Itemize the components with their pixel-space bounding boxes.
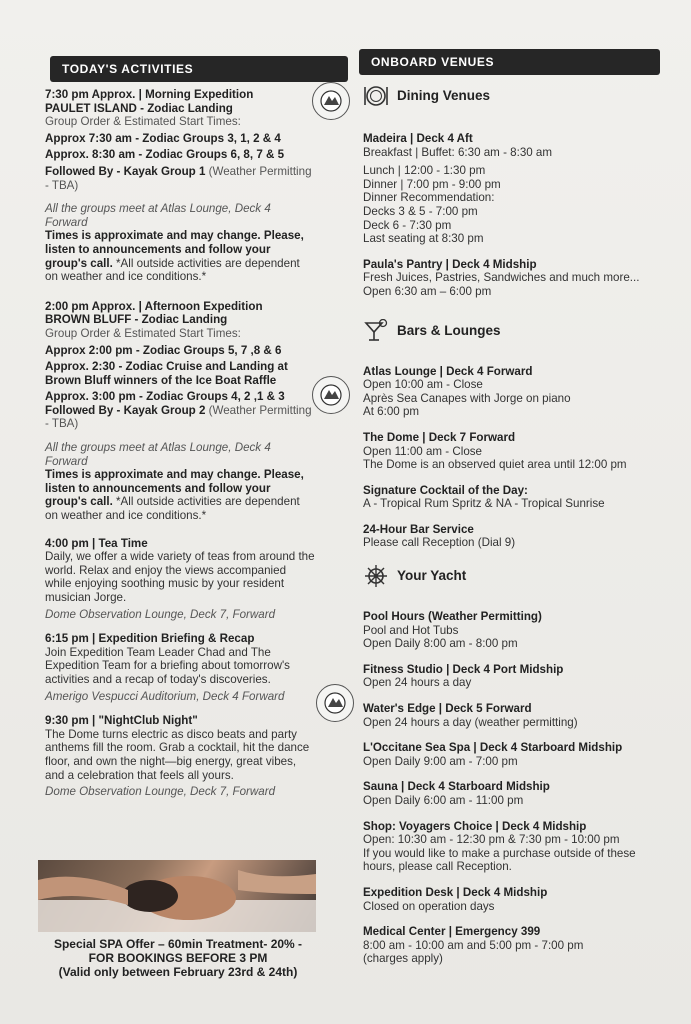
venues-column — [363, 84, 668, 978]
venue-pool — [363, 610, 668, 651]
venue-hours: 8:00 am - 10:00 am and 5:00 pm - 7:00 pm — [363, 938, 584, 952]
venue-title: Fitness Studio | Deck 4 Port Midship — [363, 662, 564, 676]
venue-expedition-desk — [363, 886, 668, 913]
spa-offer-line: (Valid only between February 23rd & 24th) — [58, 965, 298, 979]
venue-title: Water's Edge | Deck 5 Forward — [363, 702, 532, 716]
venue-title: Shop: Voyagers Choice | Deck 4 Midship — [363, 819, 587, 833]
event-location: Amerigo Vespucci Auditorium, Deck 4 Forward — [45, 689, 285, 703]
group-line: Approx. 3:00 pm - Zodiac Groups 4, 2 ,1 & 3 — [45, 390, 285, 404]
venue-title: Signature Cocktail of the Day: — [363, 483, 528, 497]
afternoon-expedition — [45, 300, 315, 523]
group-line: Approx. 2:30 - Zodiac Cruise and Landing at Brown Bluff winners of the Ice Boat Raffle — [45, 360, 288, 387]
spa-treatment-photo — [38, 860, 316, 932]
weather-note: (Weather Permitting - TBA) — [45, 164, 312, 192]
venue-description: Après Sea Canapes with Jorge on piano — [363, 391, 571, 405]
venue-description: Fresh Juices, Pastries, Sandwiches and much more... — [363, 271, 640, 285]
kayak-group: Followed By - Kayak Group 1 — [45, 164, 206, 178]
venue-medical-center — [363, 925, 668, 966]
event-description: The Dome turns electric as disco beats and party anthems fill the room. Grab a cocktail, hit the dance floor, and own the night—big energy, great vibes, and a celebration that feels all yours. — [45, 727, 310, 782]
venue-hours: Lunch | 12:00 - 1:30 pm — [363, 164, 486, 178]
venue-title: Expedition Desk | Deck 4 Midship — [363, 885, 548, 899]
venue-title: The Dome | Deck 7 Forward — [363, 430, 516, 444]
venue-paulas-pantry — [363, 258, 668, 299]
venue-hours: Dinner Recommendation: — [363, 191, 495, 205]
polar-expeditions-logo — [312, 82, 350, 120]
kayak-group: Followed By - Kayak Group 2 — [45, 403, 206, 417]
venue-hours: Open Daily 9:00 am - 7:00 pm — [363, 754, 518, 768]
dining-plate-icon — [363, 84, 389, 108]
venue-title: Pool Hours (Weather Permitting) — [363, 610, 542, 624]
spa-offer — [36, 937, 320, 979]
venue-hours: Open 24 hours a day (weather permitting) — [363, 715, 578, 729]
onboard-venues-header: ONBOARD VENUES — [359, 49, 660, 75]
bars-section-title — [363, 319, 668, 343]
venue-hours: Open: 10:30 am - 12:30 pm & 7:30 pm - 10:00 pm — [363, 833, 620, 847]
event-title: 9:30 pm | "NightClub Night" — [45, 714, 198, 728]
venue-title: Madeira | Deck 4 Aft — [363, 132, 473, 145]
venue-the-dome — [363, 431, 668, 472]
venue-hours: Open 24 hours a day — [363, 676, 472, 690]
morning-expedition — [45, 88, 315, 284]
section-title-text: Your Yacht — [397, 568, 467, 584]
venue-hours: Breakfast | Buffet: 6:30 am - 8:30 am — [363, 145, 553, 159]
venue-hours: Dinner | 7:00 pm - 9:00 pm — [363, 177, 501, 191]
group-order-label: Group Order & Estimated Start Times: — [45, 326, 241, 340]
venue-title: L'Occitane Sea Spa | Deck 4 Starboard Midship — [363, 741, 623, 755]
event-location: BROWN BLUFF - Zodiac Landing — [45, 313, 228, 327]
event-location: Dome Observation Lounge, Deck 7, Forward — [45, 607, 276, 621]
ship-wheel-icon — [363, 564, 389, 588]
event-location: Dome Observation Lounge, Deck 7, Forward — [45, 785, 276, 799]
venue-fitness-studio — [363, 663, 668, 690]
venue-title: Medical Center | Emergency 399 — [363, 925, 541, 939]
venue-description: Please call Reception (Dial 9) — [363, 536, 516, 550]
venue-hours: Last seating at 8:30 pm — [363, 232, 484, 246]
event-title: 4:00 pm | Tea Time — [45, 536, 148, 550]
approx-note: Times is approximate and may change. Please, listen to announcements and follow your group's call. — [45, 468, 304, 509]
venue-title: Atlas Lounge | Deck 4 Forward — [363, 364, 533, 378]
expedition-briefing — [45, 632, 315, 703]
venue-description: Pool and Hot Tubs — [363, 623, 459, 637]
cocktail-icon — [363, 319, 389, 343]
polar-expeditions-logo — [312, 376, 350, 414]
venue-hours: At 6:00 pm — [363, 405, 420, 419]
venue-description: A - Tropical Rum Spritz & NA - Tropical Sunrise — [363, 497, 605, 511]
venue-title: 24-Hour Bar Service — [363, 522, 474, 536]
conditions-note: *All outside activities are dependent on weather and ice conditions.* — [45, 495, 300, 523]
venue-hours: Open Daily 8:00 am - 8:00 pm — [363, 637, 518, 651]
section-title-text: Bars & Lounges — [397, 322, 501, 338]
conditions-note: *All outside activities are dependent on weather and ice conditions.* — [45, 256, 300, 284]
venue-shop — [363, 820, 668, 874]
group-line: Approx 7:30 am - Zodiac Groups 3, 1, 2 & 4 — [45, 131, 281, 145]
polar-expeditions-logo — [316, 684, 354, 722]
nightclub-night — [45, 714, 315, 799]
venue-hours: Open 10:00 am - Close — [363, 378, 483, 392]
spa-offer-line: Special SPA Offer – 60min Treatment- 20% - — [53, 937, 303, 951]
event-title: 2:00 pm Approx. | Afternoon Expedition — [45, 299, 263, 313]
venue-madeira — [363, 132, 668, 246]
venue-title: Paula's Pantry | Deck 4 Midship — [363, 257, 537, 271]
yacht-section-title — [363, 564, 668, 588]
todays-activities-header: TODAY'S ACTIVITIES — [50, 56, 348, 82]
group-line: Approx. 8:30 am - Zodiac Groups 6, 8, 7 & 5 — [45, 148, 285, 162]
meet-note: All the groups meet at Atlas Lounge, Deck 4 Forward — [45, 441, 271, 468]
venue-hours: Deck 6 - 7:30 pm — [363, 218, 452, 232]
meet-note: All the groups meet at Atlas Lounge, Deck 4 Forward — [45, 202, 271, 229]
group-line: Approx 2:00 pm - Zodiac Groups 5, 7 ,8 & 6 — [45, 343, 282, 357]
bar-service — [363, 523, 668, 550]
event-title: 6:15 pm | Expedition Briefing & Recap — [45, 632, 255, 646]
venue-hours: Open 11:00 am - Close — [363, 444, 483, 458]
venue-title: Sauna | Deck 4 Starboard Midship — [363, 780, 550, 794]
section-title-text: Dining Venues — [397, 88, 491, 104]
event-location: PAULET ISLAND - Zodiac Landing — [45, 101, 233, 115]
venue-description: The Dome is an observed quiet area until 12:00 pm — [363, 458, 627, 472]
activities-column — [45, 88, 315, 810]
venue-sea-spa — [363, 741, 668, 768]
signature-cocktail — [363, 484, 668, 511]
venue-note: (charges apply) — [363, 952, 443, 966]
venue-atlas-lounge — [363, 365, 668, 419]
group-order-label: Group Order & Estimated Start Times: — [45, 115, 241, 129]
venue-waters-edge — [363, 702, 668, 729]
event-description: Daily, we offer a wide variety of teas from around the world. Relax and enjoy the views accompanied while enjoying soothing music by your resident musician Jorge. — [45, 550, 315, 604]
venue-hours: Closed on operation days — [363, 899, 495, 913]
event-title: 7:30 pm Approx. | Morning Expedition — [45, 88, 254, 101]
tea-time — [45, 537, 315, 622]
dining-section-title — [363, 84, 668, 108]
event-description: Join Expedition Team Leader Chad and The Expedition Team for a briefing about tomorrow's activities and a recap of today's discoveries. — [45, 645, 290, 686]
venue-sauna — [363, 780, 668, 807]
weather-note: (Weather Permitting - TBA) — [45, 403, 312, 431]
venue-hours: Open Daily 6:00 am - 11:00 pm — [363, 794, 524, 807]
venue-hours: Open 6:30 am – 6:00 pm — [363, 284, 492, 298]
approx-note: Times is approximate and may change. Please, listen to announcements and follow your group's call. — [45, 229, 304, 270]
spa-offer-line: FOR BOOKINGS BEFORE 3 PM — [88, 951, 268, 965]
venue-description: If you would like to make a purchase outside of these hours, please call Reception. — [363, 846, 636, 874]
venue-hours: Decks 3 & 5 - 7:00 pm — [363, 204, 478, 218]
